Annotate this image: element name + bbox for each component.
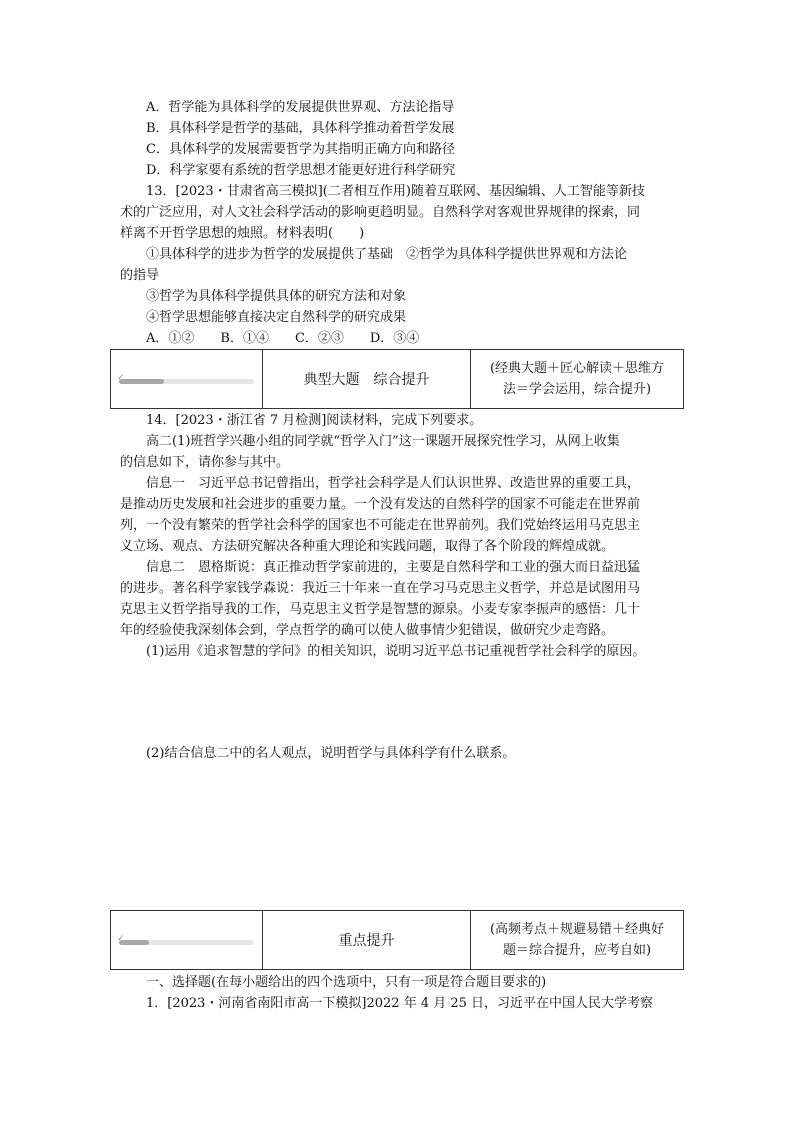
banner-note-line2: 题＝综合提升，应考自如) xyxy=(502,943,652,958)
q12-option-b: B．具体科学是哲学的基础，具体科学推动着哲学发展 xyxy=(146,121,455,136)
section-banner-typical xyxy=(110,349,684,409)
q14-intro-line1: 高二(1)班哲学兴趣小组的同学就“哲学入门”这一课题开展探究性学习，从网上收集 xyxy=(146,434,620,449)
banner-title: 典型大题 综合提升 xyxy=(263,350,471,408)
banner-progress-cell xyxy=(111,911,263,969)
q14-subquestion-2: (2)结合信息二中的名人观点，说明哲学与具体科学有什么联系。 xyxy=(146,746,516,761)
banner-note-line1: (经典大题＋匠心解读＋思维方 xyxy=(489,361,665,376)
q13-statement-1-2: ①具体科学的进步为哲学的发展提供了基础 ②哲学为具体科学提供世界观和方法论 xyxy=(146,247,628,262)
q13-stem-line3: 样离不开哲学思想的烛照。材料表明( ) xyxy=(120,226,365,241)
banner-note-line1: (高频考点＋规避易错＋经典好 xyxy=(489,922,665,937)
banner-note xyxy=(471,350,683,408)
q14-stem: 14．[2023・浙江省 7 月检测]阅读材料，完成下列要求。 xyxy=(146,413,483,428)
q14-intro-line2: 的信息如下，请你参与其中。 xyxy=(120,455,290,470)
q14-info2-line4: 年的经验使我深刻体会到，学点哲学的确可以使人做事情少犯错误，做研究少走弯路。 xyxy=(120,623,615,638)
q12-option-d: D．科学家要有系统的哲学思想才能更好进行科学研究 xyxy=(146,163,456,178)
banner-progress-cell xyxy=(111,350,263,408)
q14-info2-line3: 克思主义哲学指导我的工作，马克思主义哲学是智慧的源泉。小麦专家李振声的感悟：几十 xyxy=(120,602,641,617)
q13-statement-4: ④哲学思想能够直接决定自然科学的研究成果 xyxy=(146,310,407,325)
q14-info1-line3: 列，一个没有繁荣的哲学社会科学的国家也不可能走在世界前列。我们党始终运用马克思主 xyxy=(120,518,641,533)
q13-stem-line2: 术的广泛应用，对人文社会科学活动的影响更趋明显。自然科学对客观世界规律的探索，同 xyxy=(120,205,641,220)
q14-info1-line2: 是推动历史发展和社会进步的重要力量。一个没有发达的自然科学的国家不可能走在世界前 xyxy=(120,497,641,512)
q14-info2-line1: 信息二 恩格斯说：真正推动哲学家前进的，主要是自然科学和工业的强大而日益迅猛 xyxy=(146,560,641,575)
banner-note-line2: 法＝学会运用，综合提升) xyxy=(502,382,652,397)
q1-stem-line1: 1．[2023・河南省南阳市高一下模拟]2022 年 4 月 25 日，习近平在中国人民大学考察 xyxy=(146,996,654,1011)
q13-statement-3: ③哲学为具体科学提供具体的研究方法和对象 xyxy=(146,289,407,304)
section-heading: 一、选择题(在每小题给出的四个选项中，只有一项是符合题目要求的) xyxy=(146,975,547,990)
check-icon: ✓ xyxy=(117,934,125,944)
banner-note xyxy=(471,911,683,969)
section-banner-key xyxy=(110,910,684,970)
q14-subquestion-1: (1)运用《追求智慧的学问》的相关知识，说明习近平总书记重视哲学社会科学的原因。 xyxy=(146,644,646,659)
q13-stem-line1: 13．[2023・甘肃省高三模拟](二者相互作用)随着互联网、基因编辑、人工智能等新技 xyxy=(146,184,645,199)
q12-option-c: C．具体科学的发展需要哲学为其指明正确方向和路径 xyxy=(146,142,455,157)
banner-title: 重点提升 xyxy=(263,911,471,969)
progress-bar xyxy=(117,373,254,384)
q14-info1-line4: 义立场、观点、方法研究解决各种重大理论和实践问题，取得了各个阶段的辉煌成就。 xyxy=(120,539,615,554)
check-icon: ✓ xyxy=(117,373,125,383)
q13-statement-2-cont: 的指导 xyxy=(120,268,160,283)
q14-info2-line2: 的进步。著名科学家钱学森说：我近三十年来一直在学习马克思主义哲学，并总是试图用马 xyxy=(120,581,641,596)
q13-options: A．①② B．①④ C．②③ D．③④ xyxy=(146,331,420,346)
q12-option-a: A．哲学能为具体科学的发展提供世界观、方法论指导 xyxy=(146,100,455,115)
q14-info1-line1: 信息一 习近平总书记曾指出，哲学社会科学是人们认识世界、改造世界的重要工具， xyxy=(146,476,641,491)
progress-fill xyxy=(119,379,164,384)
progress-bar xyxy=(117,934,254,945)
